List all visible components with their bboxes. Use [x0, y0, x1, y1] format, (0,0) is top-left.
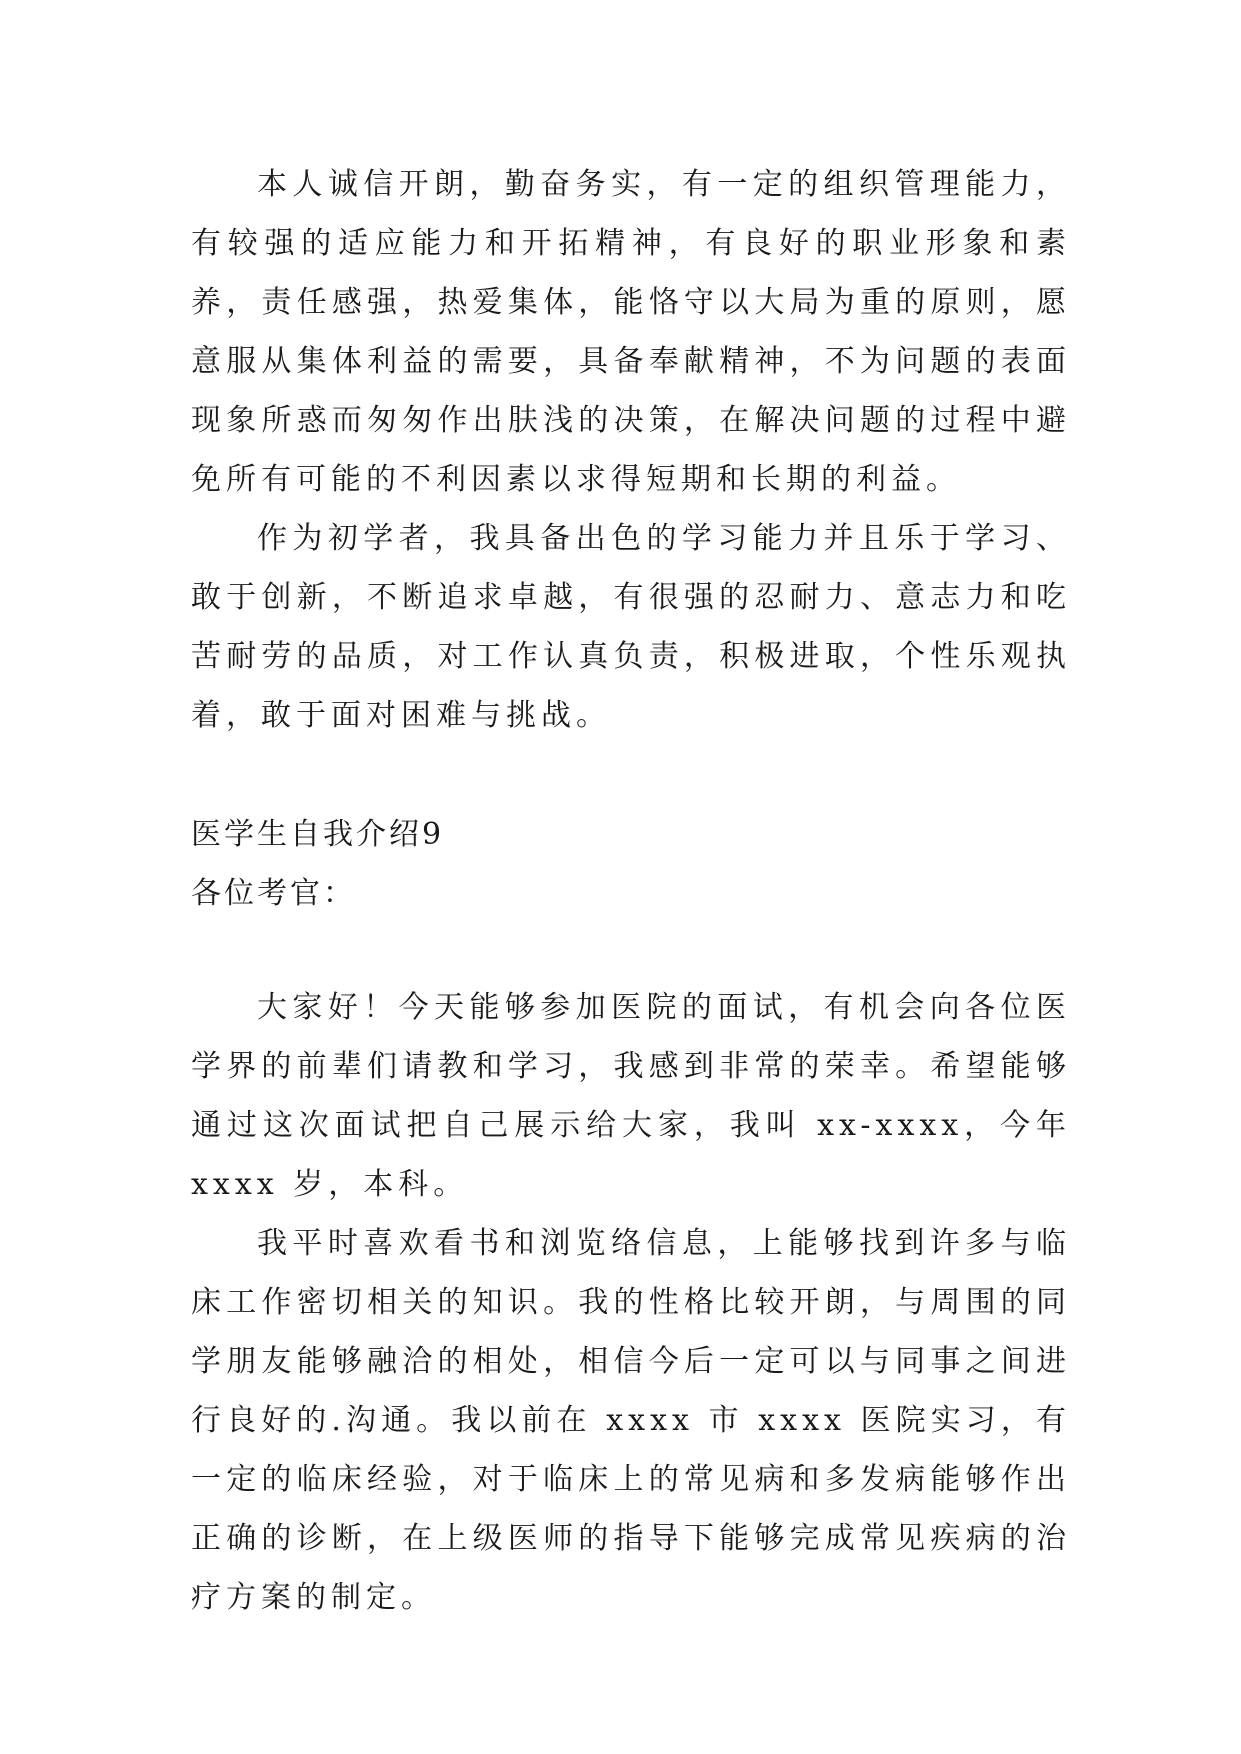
paragraph-learning: 作为初学者，我具备出色的学习能力并且乐于学习、敢于创新，不断追求卓越，有很强的忍耐力、意志力和吃苦耐劳的品质，对工作认真负责，积极进取，个性乐观执着，敢于面对困难与挑战。: [191, 521, 1071, 733]
paragraph-experience: 我平时喜欢看书和浏览络信息，上能够找到许多与临床工作密切相关的知识。我的性格比较开朗，与周围的同学朋友能够融洽的相处，相信今后一定可以与同事之间进行良好的.沟通。我以前在 xxxx 市 xxxx 医院实习，有一定的临床经验，对于临床上的常见病和多发病能够作出正确的诊断，在上级医师的指导下能够完成常见疾病的治疗方案的制定。: [191, 1226, 1071, 1615]
salutation: 各位考官：: [191, 876, 356, 911]
section-heading: 医学生自我介绍9: [191, 817, 445, 852]
document-body: [191, 155, 1071, 1627]
paragraph-greeting: 大家好！今天能够参加医院的面试，有机会向各位医学界的前辈们请教和学习，我感到非常的荣幸。希望能够通过这次面试把自己展示给大家，我叫 xx-xxxx，今年 xxxx 岁，本科。: [191, 990, 1071, 1202]
salutation-spacer: [191, 923, 1071, 978]
section-spacer: [191, 745, 1071, 805]
paragraph-personality: 本人诚信开朗，勤奋务实，有一定的组织管理能力，有较强的适应能力和开拓精神，有良好的职业形象和素养，责任感强，热爱集体，能恪守以大局为重的原则，愿意服从集体利益的需要，具备奉献精神，不为问题的表面现象所惑而匆匆作出肤浅的决策，在解决问题的过程中避免所有可能的不利因素以求得短期和长期的利益。: [191, 167, 1071, 497]
